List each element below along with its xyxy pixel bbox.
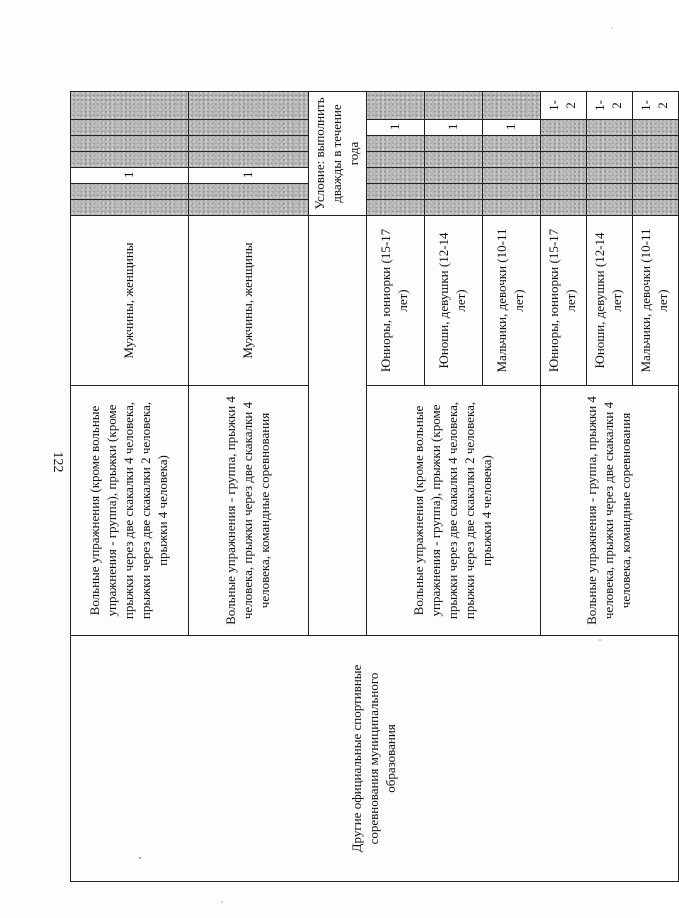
rank-cell bbox=[71, 120, 189, 136]
category-cell bbox=[586, 216, 632, 386]
rank-cell bbox=[540, 136, 586, 152]
rank-cell bbox=[71, 92, 189, 120]
rank-value: 1 bbox=[121, 171, 137, 178]
rank-cell bbox=[424, 120, 482, 136]
discipline-text: Вольные упражнения (кроме вольные упражнения - группа), прыжки (кроме прыжки через две скакалки 4 человека, прыжки через две скакалки 2 человека, прыжки 4 человека) bbox=[410, 401, 494, 620]
rank-value: 1 bbox=[240, 171, 256, 178]
discipline-text: Вольные упражнения - группа, прыжки 4 человека, прыжки через две скакалки 4 человека, командные соревнования bbox=[223, 396, 272, 625]
rank-cell bbox=[540, 200, 586, 216]
category-cell bbox=[540, 216, 586, 386]
rotated-table-container bbox=[70, 92, 671, 882]
rank-cell bbox=[189, 120, 309, 136]
rank-cell bbox=[540, 120, 586, 136]
rank-cell bbox=[482, 200, 540, 216]
competition-name: Другие официальные спортивные соревнования муниципального образования bbox=[349, 664, 398, 853]
rank-cell bbox=[71, 168, 189, 184]
rank-cell bbox=[632, 200, 678, 216]
rank-cell bbox=[586, 120, 632, 136]
rank-cell bbox=[482, 92, 540, 120]
rank-cell bbox=[71, 152, 189, 168]
rank-cell bbox=[366, 184, 424, 200]
rank-cell bbox=[189, 168, 309, 184]
rank-cell bbox=[482, 120, 540, 136]
rank-cell bbox=[366, 120, 424, 136]
rank-cell bbox=[71, 200, 189, 216]
condition-cell bbox=[309, 92, 367, 216]
category-text: Мужчины, женщины bbox=[121, 242, 137, 359]
rank-cell bbox=[366, 200, 424, 216]
rank-cell bbox=[632, 152, 678, 168]
category-cell bbox=[424, 216, 482, 386]
rank-cell bbox=[424, 168, 482, 184]
rank-cell bbox=[586, 200, 632, 216]
rank-value: 1-2 bbox=[592, 100, 625, 111]
rank-cell bbox=[482, 184, 540, 200]
category-cell bbox=[482, 216, 540, 386]
category-text: Мальчики, девочки (10-11 лет) bbox=[494, 228, 527, 373]
rank-cell bbox=[424, 200, 482, 216]
rank-cell bbox=[586, 184, 632, 200]
rank-cell bbox=[482, 152, 540, 168]
rank-cell bbox=[540, 92, 586, 120]
rank-cell bbox=[424, 152, 482, 168]
category-text: Юноши, девушки (12-14 лет) bbox=[436, 232, 469, 369]
discipline-text: Вольные упражнения (кроме вольные упражнения - группа), прыжки (кроме прыжки через две скакалки 4 человека, прыжки через две скакалки 2 человека, прыжки 4 человека) bbox=[87, 401, 170, 620]
rank-cell bbox=[586, 168, 632, 184]
category-cell bbox=[632, 216, 678, 386]
discipline-cell bbox=[189, 386, 309, 636]
category-text: Юниоры, юниорки (15-17 лет) bbox=[378, 228, 411, 373]
speck bbox=[221, 901, 223, 903]
rank-value: 1 bbox=[386, 123, 402, 130]
rank-cell bbox=[424, 92, 482, 120]
rank-cell bbox=[366, 92, 424, 120]
rank-value: 1 bbox=[502, 123, 518, 130]
rank-cell bbox=[366, 168, 424, 184]
rank-value: 1 bbox=[444, 123, 460, 130]
rank-cell bbox=[540, 184, 586, 200]
condition-spacer bbox=[309, 216, 367, 636]
page-number: 122 bbox=[50, 451, 65, 473]
rank-cell bbox=[586, 136, 632, 152]
rank-cell bbox=[632, 120, 678, 136]
rank-cell bbox=[632, 184, 678, 200]
rank-value: 1-2 bbox=[638, 100, 671, 111]
discipline-cell bbox=[71, 386, 189, 636]
rank-cell bbox=[540, 168, 586, 184]
discipline-cell bbox=[540, 386, 678, 636]
rank-cell bbox=[482, 168, 540, 184]
rank-cell bbox=[189, 200, 309, 216]
rank-cell bbox=[189, 136, 309, 152]
category-text: Мальчики, девочки (10-11 лет) bbox=[638, 228, 671, 373]
speck bbox=[611, 27, 613, 29]
discipline-cell bbox=[366, 386, 540, 636]
rank-cell bbox=[71, 136, 189, 152]
category-cell bbox=[189, 216, 309, 386]
sport-standards-table bbox=[70, 91, 679, 882]
competition-name-cell bbox=[71, 636, 679, 882]
rank-cell bbox=[189, 152, 309, 168]
rank-cell bbox=[189, 184, 309, 200]
category-cell bbox=[366, 216, 424, 386]
rank-cell bbox=[366, 136, 424, 152]
condition-text: Условие: выполнить дважды в течение года bbox=[312, 97, 361, 210]
category-cell bbox=[71, 216, 189, 386]
rank-cell bbox=[482, 136, 540, 152]
discipline-text: Вольные упражнения - группа, прыжки 4 человека, прыжки через две скакалки 4 человека, командные соревнования bbox=[583, 396, 633, 625]
rank-cell bbox=[540, 152, 586, 168]
rank-cell bbox=[586, 152, 632, 168]
rank-cell bbox=[189, 92, 309, 120]
rank-cell bbox=[632, 136, 678, 152]
rank-cell bbox=[632, 92, 678, 120]
rank-value: 1-2 bbox=[546, 100, 579, 111]
rank-cell bbox=[632, 168, 678, 184]
category-text: Юноши, девушки (12-14 лет) bbox=[592, 232, 625, 369]
rank-cell bbox=[424, 184, 482, 200]
category-text: Юниоры, юниорки (15-17 лет) bbox=[546, 228, 579, 373]
rank-cell bbox=[586, 92, 632, 120]
rank-cell bbox=[424, 136, 482, 152]
table-row bbox=[71, 92, 189, 882]
rank-cell bbox=[366, 152, 424, 168]
rank-cell bbox=[71, 184, 189, 200]
category-text: Мужчины, женщины bbox=[240, 242, 256, 359]
